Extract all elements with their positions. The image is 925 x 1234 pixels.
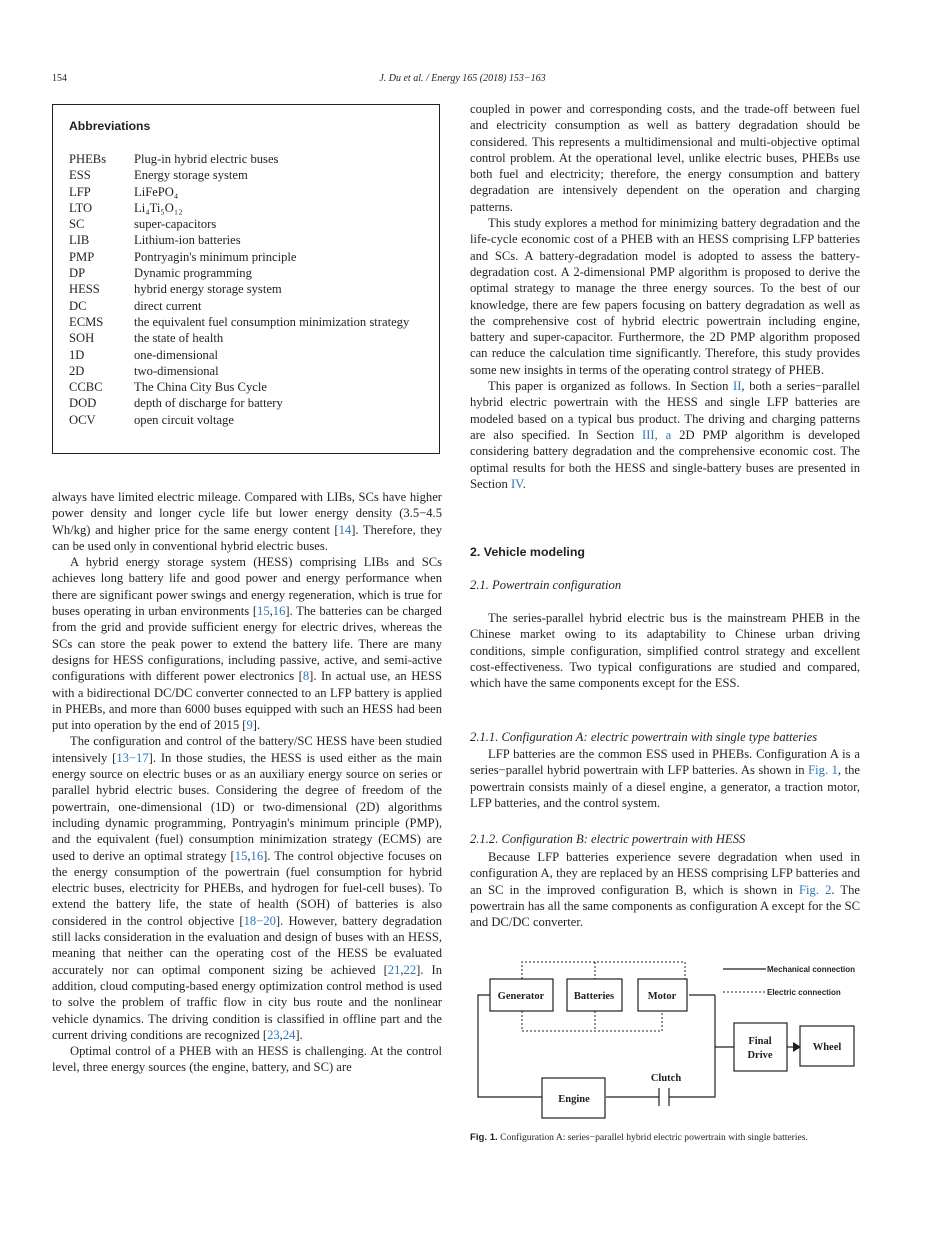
abbreviation-term: DC [69,298,87,313]
abbreviation-term: LFP [69,184,91,199]
figure-label: Fig. 1. [470,1132,498,1143]
abbreviations-box [52,104,440,454]
journal-citation: J. Du et al. / Energy 165 (2018) 153−163 [379,73,546,84]
abbreviation-row [69,412,419,428]
abbreviation-row [69,363,419,379]
abbreviation-definition: Lithium-ion batteries [134,233,241,248]
citation-link[interactable]: 15 [234,848,248,863]
paragraph: The series-parallel hybrid electric bus is the mainstream PHEB in the Chinese market owing to its adaptability to Chinese urban driving conditions, simple configuration, simplified control strategy and excellent cost-effectiveness. Two typical configurations are studied and compared, which have the same components except for the ESS. [470,611,860,691]
abbreviation-definition: Plug-in hybrid electric buses [134,152,279,166]
abbreviation-row [69,298,419,314]
paragraph: always have limited electric mileage. Compared with LIBs, SCs have higher power density and longer cycle life but lower energy density (3.5−4.5 Wh/kg) and higher price for the same energy content [14]. Therefore, they can be used only in conventional hybrid electric buses. [52,490,442,553]
abbreviation-definition: The China City Bus Cycle [134,380,267,395]
abbreviation-term: SOH [69,331,95,346]
abbreviation-definition: super-capacitors [134,217,217,232]
abbreviation-row [69,395,419,411]
abbreviation-definition: LiFePO₄ [134,184,179,199]
abbreviation-definition: the state of health [134,331,224,346]
right-column-cont [470,746,860,811]
abbreviation-definition: one-dimensional [134,347,218,362]
abbreviation-term: 2D [69,363,85,378]
paragraph: This study explores a method for minimizing battery degradation and the life-cycle economic cost of a PHEB with an HESS comprising LFP batteries and SCs. A battery-degradation model is adopted to assess the battery-degradation cost. A 2-dimensional PMP algorithm is proposed to derive the optimal strategy to manage the three energy sources. To the best of our knowledge, there are few papers focusing on battery degradation as well as the comprehensive cost of hybrid electric powertrain including engine, battery and super-capacitor. Furthermore, the 2D PMP algorithm proposed can reduce the calculation time significantly. Therefore, this study provides some new insights in terms of the operating control strategy of PHEB. [470,216,860,377]
batteries-label: Batteries [573,991,615,1002]
engine-label: Engine [558,1094,590,1105]
abbreviation-definition: hybrid energy storage system [134,282,282,297]
citation-link[interactable]: 13−17 [116,750,149,765]
abbreviation-term: SC [69,217,85,232]
abbreviation-row [69,281,419,297]
abbreviation-row [69,167,419,183]
abbreviation-definition: the equivalent fuel consumption minimization strategy [134,314,410,329]
motor-label: Motor [647,991,677,1002]
citation-link[interactable]: 9 [246,718,253,733]
final-drive-label: Final Drive [747,1036,773,1061]
citation-link[interactable]: 14 [338,522,352,537]
abbreviation-term: HESS [69,282,100,297]
abbreviation-term: PHEBs [69,152,107,166]
section-heading: 2. Vehicle modeling [470,545,585,559]
abbreviation-definition: depth of discharge for battery [134,396,283,411]
electric-connection-bottom [522,1011,662,1031]
abbreviation-term: 1D [69,347,85,362]
citation-link[interactable]: 23 [267,1027,280,1042]
citation-link[interactable]: 22 [403,962,417,977]
final-drive-block [734,1023,787,1071]
figure-link[interactable]: Fig. 1 [808,763,838,778]
abbreviation-term: LIB [69,233,90,248]
paragraph: Because LFP batteries experience severe degradation when used in configuration A, they are replaced by an HESS comprising LFP batteries and an SC in the improved configuration B, which is shown in Fig. 2. The powertrain has all the same components as configuration A except for the SC and DC/DC converter. [470,850,860,930]
citation-link[interactable]: 16 [250,848,264,863]
citation-link[interactable]: 16 [272,604,286,619]
abbreviation-definition: direct current [134,298,202,313]
abbreviations-list [69,151,419,428]
abbreviation-definition: open circuit voltage [134,412,235,427]
paragraph: LFP batteries are the common ESS used in PHEBs. Configuration A is a series−parallel hybrid powertrain with LFP batteries. As shown in Fig. 1, the powertrain consists mainly of a diesel engine, a generator, a traction motor, LFP batteries, and the control system. [470,747,860,810]
abbreviation-row [69,151,419,167]
section-link[interactable]: III, a [642,427,672,442]
figure-link[interactable]: Fig. 2 [799,882,832,897]
abbreviation-row [69,200,419,216]
figure-1-diagram [470,950,870,1125]
abbreviation-definition: Li₄Ti₅O₁₂ [134,200,183,215]
paragraph: This paper is organized as follows. In Section II, both a series−parallel hybrid electric powertrain with the HESS and single LFP batteries are modeled based on a typical bus product. The driving and charging patterns are also specified. In Section III, a 2D PMP algorithm is developed considering battery degradation and the comprehensive economic cost. The optimal results for both the HESS and single-battery buses are presented in Section IV. [470,379,860,491]
abbreviation-row [69,265,419,281]
abbreviation-row [69,330,419,346]
abbreviations-title: Abbreviations [69,119,151,133]
abbreviation-term: DP [69,266,86,281]
abbreviation-term: OCV [69,412,96,427]
abbreviation-term: DOD [69,396,97,411]
paragraph: A hybrid energy storage system (HESS) comprising LIBs and SCs achieves long battery life and good power and energy performance when there are significant power swings and energy regeneration, which is true for buses operating in urban environments [15,16]. The batteries can be charged from the grid and provide sufficient energy for electric drives, whereas the SCs can store the peak power to extend the battery life. There are many designs for HESS configurations, including passive, active, and semi-active configurations with different power electronics [8]. In actual use, an HESS with a bidirectional DC/DC converter connected to an LFP battery is applied in PHEBs, and more than 6000 buses equipped with such an HESS had been put into operation by the end of 2015 [9]. [52,555,442,733]
page-number: 154 [52,73,67,84]
abbreviation-row [69,379,419,395]
paragraph: Optimal control of a PHEB with an HESS is challenging. At the control level, three energy sources (the engine, battery, and SC) are [52,1044,442,1075]
abbreviation-term: LTO [69,200,93,215]
abbreviation-row [69,347,419,363]
right-column-cont [470,849,860,930]
abbreviation-term: PMP [69,249,95,264]
abbreviation-definition: Pontryagin's minimum principle [134,249,297,264]
abbreviation-row [69,216,419,232]
citation-link[interactable]: 8 [302,669,310,684]
paragraph: The configuration and control of the battery/SC HESS have been studied intensively [13−17]. In those studies, the HESS is used either as the main energy source on electric buses or as an auxiliary energy source on series or parallel hybrid electric buses. Considering the degree of freedom of the powertrain, one-dimensional (1D) or two-dimensional (2D) algorithms including dynamic programming, Pontryagin's minimum principle (PMP), and the equivalent (fuel) consumption minimization strategy (ECMS) are used to derive an optimal strategy [15,16]. The control objective focuses on the energy consumption of the powertrain (fuel consumption for hybrid electric buses, electricity for PHEBs, and hydrogen for fuel-cell buses). To extend the battery life, the state of health (SOH) of batteries is also considered in the control objective [18−20]. However, battery degradation still lacks consideration in the evaluation and design of buses with an HESS, meaning that neither can the operating cost of the HESS be evaluated accurately nor can optimal component sizing be achieved [21,22]. In addition, cloud computing-based energy optimization control method is used to solve the problem of traffic flow in city bus route and the nonlinear vehicle dynamics. The driving condition is classified in offline part and the current driving conditions are recognized [23,24]. [52,734,443,1042]
citation-link[interactable]: 15 [257,604,270,619]
wheel-label: Wheel [812,1042,842,1053]
legend-mechanical-label: Mechanical connection [767,965,856,974]
abbreviation-definition: Dynamic programming [134,266,252,281]
citation-link[interactable]: 24 [282,1027,296,1042]
subsection-heading: 2.1. Powertrain configuration [470,578,622,592]
right-column-cont [470,610,860,691]
abbreviation-term: ECMS [69,314,104,329]
right-column [470,101,860,492]
generator-label: Generator [497,991,545,1002]
citation-link[interactable]: 21 [387,962,401,977]
abbreviation-row [69,249,419,265]
figure-1-caption: Fig. 1. Configuration A: series−parallel hybrid electric powertrain with single batteries. [470,1132,808,1143]
subsection-heading: 2.1.2. Configuration B: electric powertrain with HESS [470,832,746,846]
left-column [52,489,442,1076]
abbreviation-row [69,232,419,248]
abbreviation-term: ESS [69,168,91,183]
abbreviation-definition: two-dimensional [134,363,219,378]
clutch-label: Clutch [650,1073,682,1084]
subsection-heading: 2.1.1. Configuration A: electric powertrain with single type batteries [470,730,818,744]
abbreviation-row [69,314,419,330]
electric-connection-top [522,962,685,979]
section-link[interactable]: IV [510,476,523,491]
paragraph: coupled in power and corresponding costs, and the trade-off between fuel and electricity consumption as well as battery degradation should be considered. This represents a multidimensional and multi-objective optimal control problem. At the operational level, unlike electric buses, PHEBs use both fuel and electricity; therefore, the energy consumption and battery degradation are intensively dependent on the operation and charging patterns. [470,102,860,214]
abbreviation-row [69,184,419,200]
citation-link[interactable]: 18−20 [243,913,276,928]
section-link[interactable]: II [733,379,742,394]
abbreviation-term: CCBC [69,380,103,395]
abbreviation-definition: Energy storage system [134,168,248,183]
legend-electric-label: Electric connection [767,988,841,997]
